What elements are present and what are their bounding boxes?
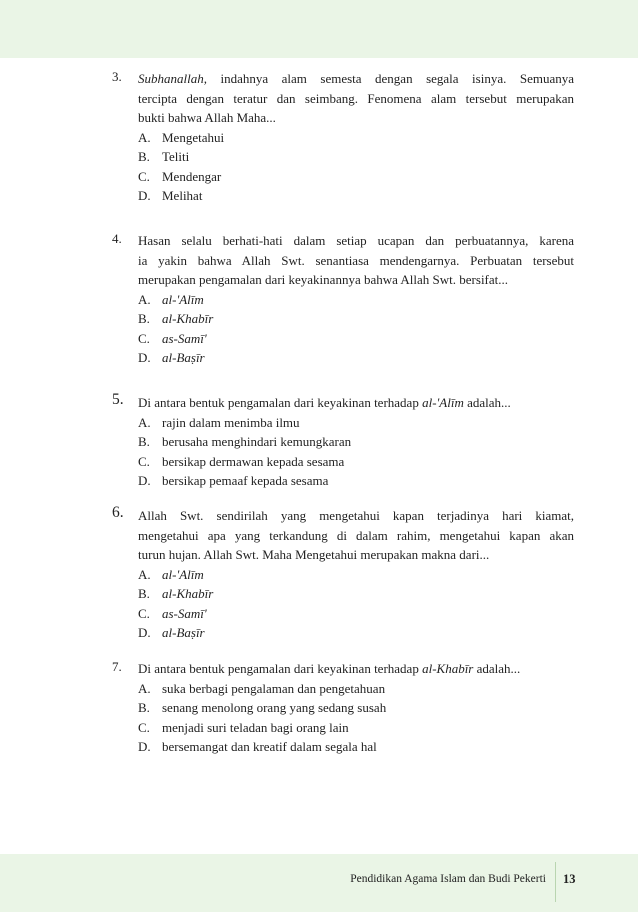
question-number: 4.	[112, 231, 122, 246]
answer-option-c[interactable]	[138, 718, 574, 738]
question-stem-line	[138, 69, 574, 89]
italic-term: al-'Alīm	[422, 395, 464, 410]
question-stem-line: mengetahui apa yang terkandung di dalam rahim, mengetahui kapan akan	[138, 527, 574, 543]
question-number: 5.	[112, 391, 124, 408]
option-text: bersikap dermawan kepada sesama	[162, 453, 345, 469]
answer-option-a[interactable]	[138, 679, 574, 699]
question-stem-line: bukti bahwa Allah Maha...	[138, 110, 276, 125]
question-body	[138, 69, 574, 206]
answer-option-d[interactable]	[138, 348, 574, 368]
option-text: bersemangat dan kreatif dalam segala hal	[162, 739, 377, 754]
answer-option-d[interactable]	[138, 737, 574, 757]
answer-option-d[interactable]	[138, 471, 574, 491]
question-7	[112, 659, 574, 757]
question-body	[138, 659, 574, 757]
question-body	[138, 506, 574, 643]
answer-option-b[interactable]	[138, 432, 574, 452]
option-text: as-Samī'	[162, 330, 207, 346]
question-number: 6.	[112, 504, 124, 521]
question-stem-line	[138, 393, 574, 413]
italic-term: Subhanallah,	[138, 71, 207, 86]
answer-option-d[interactable]	[138, 186, 574, 206]
question-body	[138, 231, 574, 368]
question-stem-line: Hasan selalu berhati-hati dalam setiap ucapan dan perbuatannya, karena	[138, 233, 574, 248]
option-text: Melihat	[162, 188, 203, 203]
option-text: berusaha menghindari kemungkaran	[162, 434, 352, 449]
top-header-band	[0, 0, 638, 58]
answer-option-b[interactable]	[138, 584, 574, 604]
question-body	[138, 393, 574, 491]
italic-term: al-Khabīr	[422, 661, 474, 676]
stem-text-end: adalah...	[463, 395, 511, 410]
answer-option-a[interactable]	[138, 290, 574, 310]
option-letter: D.	[138, 473, 151, 488]
footer-divider	[555, 862, 556, 902]
question-number: 3.	[112, 69, 122, 84]
answer-option-c[interactable]	[138, 604, 574, 624]
answer-option-a[interactable]	[138, 413, 574, 433]
option-letter: A.	[138, 680, 151, 696]
stem-text-end: adalah...	[473, 661, 521, 676]
option-text: bersikap pemaaf kepada sesama	[162, 473, 329, 488]
option-letter: B.	[138, 700, 150, 715]
answer-option-b[interactable]	[138, 698, 574, 718]
option-letter: B.	[138, 149, 150, 164]
page-number: 13	[563, 872, 576, 886]
answer-option-c[interactable]	[138, 452, 574, 472]
question-6	[112, 506, 574, 643]
answer-option-d[interactable]	[138, 623, 574, 643]
answer-option-a[interactable]	[138, 565, 574, 585]
footer-book-title: Pendidikan Agama Islam dan Budi Pekerti	[350, 873, 546, 885]
question-3	[112, 69, 574, 206]
option-text: al-Khabīr	[162, 586, 214, 601]
option-letter: B.	[138, 586, 150, 601]
option-text: al-'Alīm	[162, 291, 204, 307]
option-letter: A.	[138, 414, 151, 430]
question-stem-line: merupakan pengamalan dari keyakinannya bahwa Allah Swt. bersifat...	[138, 272, 509, 287]
question-5	[112, 393, 574, 491]
option-text: suka berbagi pengalaman dan pengetahuan	[162, 680, 386, 696]
option-letter: D.	[138, 625, 151, 640]
option-text: Mendengar	[162, 168, 222, 184]
answer-option-c[interactable]	[138, 167, 574, 187]
option-text: Teliti	[162, 149, 190, 164]
question-stem-line: ia yakin bahwa Allah Swt. senantiasa mendengarnya. Perbuatan tersebut	[138, 252, 574, 268]
stem-text: Di antara bentuk pengamalan dari keyakinan terhadap	[138, 661, 423, 676]
option-letter: C.	[138, 330, 150, 346]
option-letter: C.	[138, 453, 150, 469]
option-letter: D.	[138, 350, 151, 365]
answer-option-b[interactable]	[138, 309, 574, 329]
option-text: Mengetahui	[162, 129, 225, 145]
option-letter: A.	[138, 129, 151, 145]
option-letter: B.	[138, 434, 150, 449]
answer-option-a[interactable]	[138, 128, 574, 148]
option-letter: A.	[138, 291, 151, 307]
option-text: senang menolong orang yang sedang susah	[162, 700, 387, 715]
answer-option-c[interactable]	[138, 329, 574, 349]
question-number: 7.	[112, 659, 122, 674]
option-letter: C.	[138, 605, 150, 621]
option-letter: C.	[138, 719, 150, 735]
option-text: al-Baṣīr	[162, 350, 205, 365]
stem-text: Di antara bentuk pengamalan dari keyakinan terhadap	[138, 395, 423, 410]
question-4	[112, 231, 574, 368]
option-text: as-Samī'	[162, 605, 207, 621]
option-letter: B.	[138, 311, 150, 326]
question-stem-line: tercipta dengan teratur dan seimbang. Fenomena alam tersebut merupakan	[138, 90, 574, 106]
option-text: al-Khabīr	[162, 311, 214, 326]
stem-text: indahnya alam semesta dengan segala isinya. Semuanya	[206, 71, 574, 86]
question-stem-line	[138, 659, 574, 679]
option-letter: D.	[138, 188, 151, 203]
option-text: al-Baṣīr	[162, 625, 205, 640]
option-letter: A.	[138, 566, 151, 582]
option-text: al-'Alīm	[162, 566, 204, 582]
question-stem-line: Allah Swt. sendirilah yang mengetahui kapan terjadinya hari kiamat,	[138, 508, 574, 523]
option-letter: C.	[138, 168, 150, 184]
question-stem-line: turun hujan. Allah Swt. Maha Mengetahui merupakan makna dari...	[138, 547, 490, 562]
option-text: rajin dalam menimba ilmu	[162, 414, 300, 430]
option-text: menjadi suri teladan bagi orang lain	[162, 719, 349, 735]
option-letter: D.	[138, 739, 151, 754]
answer-option-b[interactable]	[138, 147, 574, 167]
